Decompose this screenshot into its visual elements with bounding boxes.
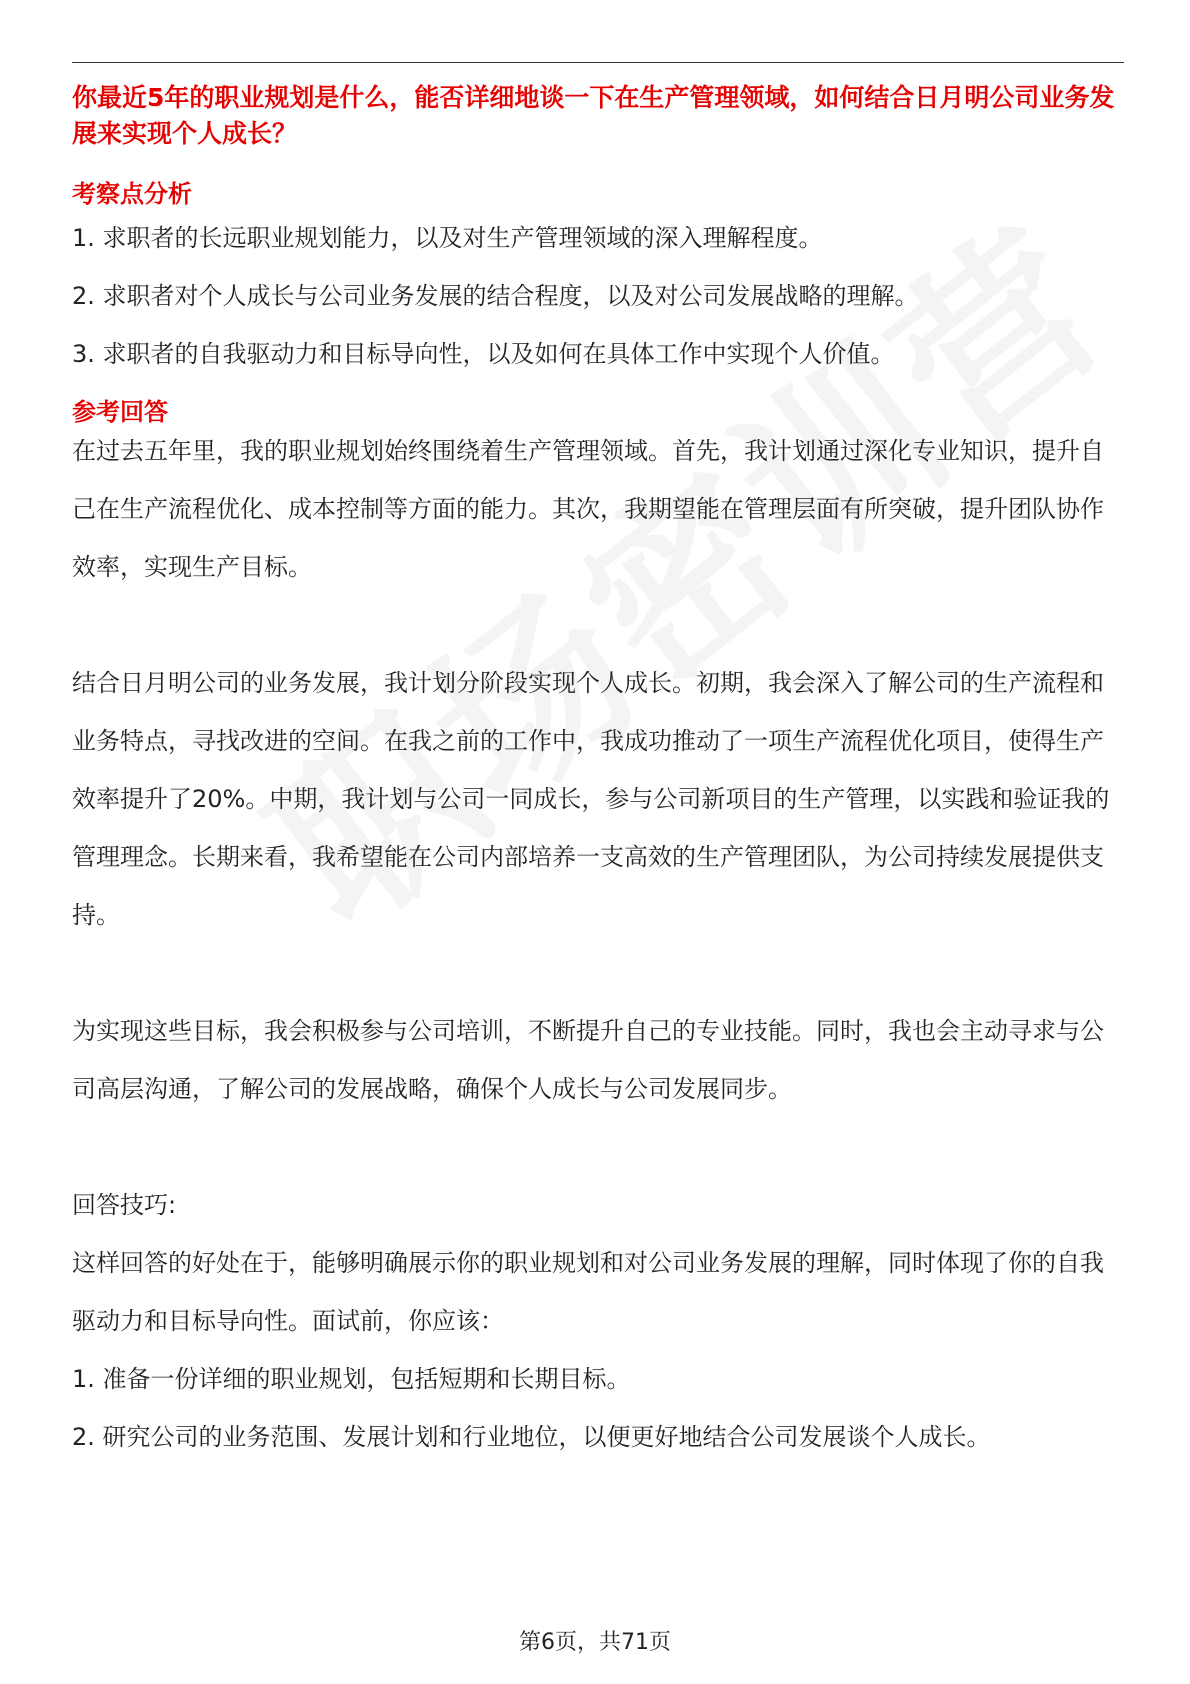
- tips-intro: 这样回答的好处在于，能够明确展示你的职业规划和对公司业务发展的理解，同时体现了你的自我驱动力和目标导向性。面试前，你应该：: [72, 1249, 1104, 1335]
- header-rule: [72, 62, 1124, 63]
- tips-heading: 回答技巧:: [72, 1191, 177, 1219]
- tips-item: 1. 准备一份详细的职业规划，包括短期和长期目标。: [72, 1365, 631, 1393]
- analysis-point: 2. 求职者对个人成长与公司业务发展的结合程度，以及对公司发展战略的理解。: [72, 282, 919, 310]
- document-body: [72, 80, 1124, 1466]
- answer-body: [72, 422, 1124, 1176]
- answer-paragraph: 为实现这些目标，我会积极参与公司培训，不断提升自己的专业技能。同时，我也会主动寻求与公司高层沟通，了解公司的发展战略，确保个人成长与公司发展同步。: [72, 1017, 1104, 1103]
- analysis-point: 1. 求职者的长远职业规划能力，以及对生产管理领域的深入理解程度。: [72, 224, 823, 252]
- tips-section: [72, 1176, 1124, 1466]
- page-number: 第6页，共71页: [519, 1630, 671, 1655]
- answer-paragraph: 结合日月明公司的业务发展，我计划分阶段实现个人成长。初期，我会深入了解公司的生产流程和业务特点，寻找改进的空间。在我之前的工作中，我成功推动了一项生产流程优化项目，使得生产效率提升了20%。中期，我计划与公司一同成长，参与公司新项目的生产管理，以实践和验证我的管理理念。长期来看，我希望能在公司内部培养一支高效的生产管理团队，为公司持续发展提供支持。: [72, 669, 1110, 929]
- tips-item: 2. 研究公司的业务范围、发展计划和行业地位，以便更好地结合公司发展谈个人成长。: [72, 1423, 991, 1451]
- analysis-points: [72, 220, 1124, 372]
- question-title: 你最近5年的职业规划是什么，能否详细地谈一下在生产管理领域，如何结合日月明公司业务发展来实现个人成长？: [72, 83, 1115, 148]
- analysis-point: 3. 求职者的自我驱动力和目标导向性，以及如何在具体工作中实现个人价值。: [72, 340, 895, 368]
- analysis-heading: 考察点分析: [72, 180, 192, 208]
- paragraph-spacer: [72, 944, 1124, 1002]
- paragraph-spacer: [72, 1118, 1124, 1176]
- answer-heading: 参考回答: [72, 398, 168, 426]
- paragraph-spacer: [72, 596, 1124, 654]
- answer-paragraph: 在过去五年里，我的职业规划始终围绕着生产管理领域。首先，我计划通过深化专业知识，提升自己在生产流程优化、成本控制等方面的能力。其次，我期望能在管理层面有所突破，提升团队协作效率，实现生产目标。: [72, 437, 1104, 581]
